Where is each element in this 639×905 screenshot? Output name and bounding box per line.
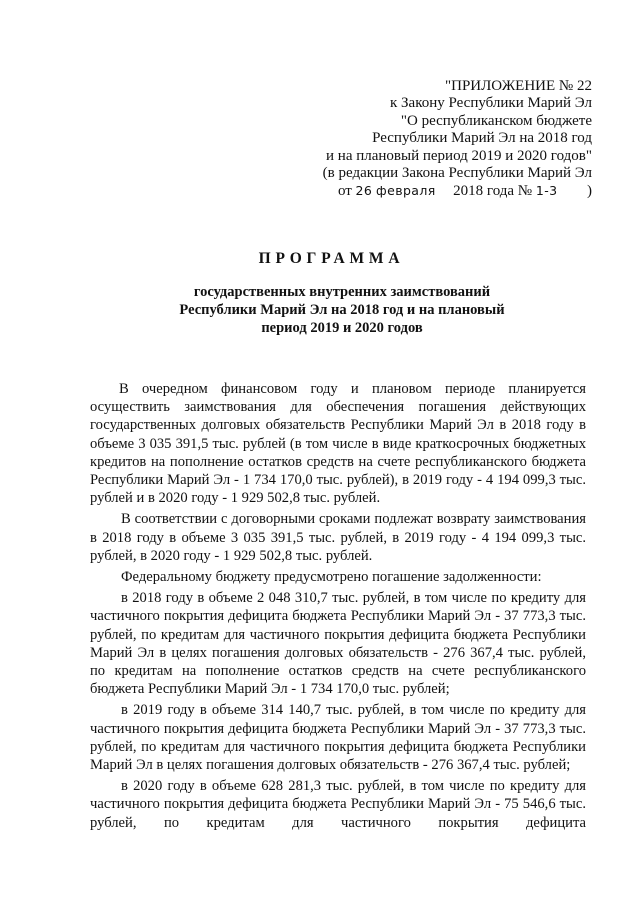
- document-body: [90, 380, 586, 835]
- appendix-line: (в редакции Закона Республики Марий Эл: [322, 165, 592, 182]
- handwritten-day: 26: [355, 183, 373, 199]
- handwritten-number: 1-3: [535, 183, 558, 199]
- appendix-line: "О республиканском бюджете: [400, 112, 592, 129]
- appendix-header: [300, 78, 592, 201]
- body-paragraph: в 2019 году в объеме 314 140,7 тыс. рублей, в том числе по кредиту для частичного покрытия дефицита бюджета Республики Марий Эл - 37 773,3 тыс. рублей, по кредитам для частичного покрытия дефицита бюджета Республики Марий Эл в целях погашения долговых обязательств - 276 367,4 тыс. рублей;: [90, 702, 586, 774]
- subtitle-line: Республики Марий Эл на 2018 год и на плановый: [179, 302, 505, 319]
- document-subtitle: [100, 283, 584, 338]
- subtitle-line: государственных внутренних заимствований: [193, 284, 491, 300]
- document-title: ПРОГРАММА: [258, 250, 405, 267]
- appendix-line: "ПРИЛОЖЕНИЕ № 22: [444, 78, 592, 94]
- body-paragraph: В соответствии с договорными сроками подлежат возврату заимствования в 2018 году в объеме 3 035 391,5 тыс. рублей, в 2019 году - 4 194 099,3 тыс. рублей, в 2020 году - 1 929 502,8 тыс. рублей.: [90, 511, 586, 564]
- handwritten-month: февраля: [376, 183, 436, 199]
- appendix-line: Республики Марий Эл на 2018 год: [372, 130, 592, 147]
- close-paren: ): [587, 183, 592, 200]
- from-word: от: [337, 183, 352, 200]
- body-paragraph: в 2018 году в объеме 2 048 310,7 тыс. рублей, в том числе по кредиту для частичного покрытия дефицита бюджета Республики Марий Эл - 37 773,3 тыс. рублей, по кредитам для частичного покрытия дефицита бюджета Республики Марий Эл в целях погашения долговых обязательств - 276 367,4 тыс. рублей, по кредитам на пополнение остатков средств на счете республиканского бюджета Республики Марий Эл - 1 734 170,0 тыс. рублей;: [90, 590, 586, 698]
- year-text: 2018 года №: [453, 183, 533, 200]
- subtitle-line: период 2019 и 2020 годов: [261, 320, 423, 337]
- appendix-line: к Закону Республики Марий Эл: [389, 95, 592, 112]
- body-paragraph: в 2020 году в объеме 628 281,3 тыс. рублей, в том числе по кредиту для частичного покрытия дефицита бюджета Республики Марий Эл - 75 546,6 тыс. рублей, по кредитам для частичного покрытия дефицита: [90, 778, 586, 831]
- body-paragraph: В очередном финансовом году и плановом периоде планируется осуществить заимствования для обеспечения погашения действующих государственных долговых обязательств Республики Марий Эл в 2018 году в объеме 3 035 391,5 тыс. рублей (в том числе в виде краткосрочных бюджетных кредитов на пополнение остатков средств на счете республиканского бюджета Республики Марий Эл - 1 734 170,0 тыс. рублей), в 2019 году - 4 194 099,3 тыс. рублей и в 2020 году - 1 929 502,8 тыс. рублей.: [90, 381, 586, 507]
- appendix-line: и на плановый период 2019 и 2020 годов": [326, 147, 592, 164]
- body-paragraph: Федеральному бюджету предусмотрено погашение задолженности:: [121, 569, 542, 586]
- appendix-date-line: [300, 182, 592, 200]
